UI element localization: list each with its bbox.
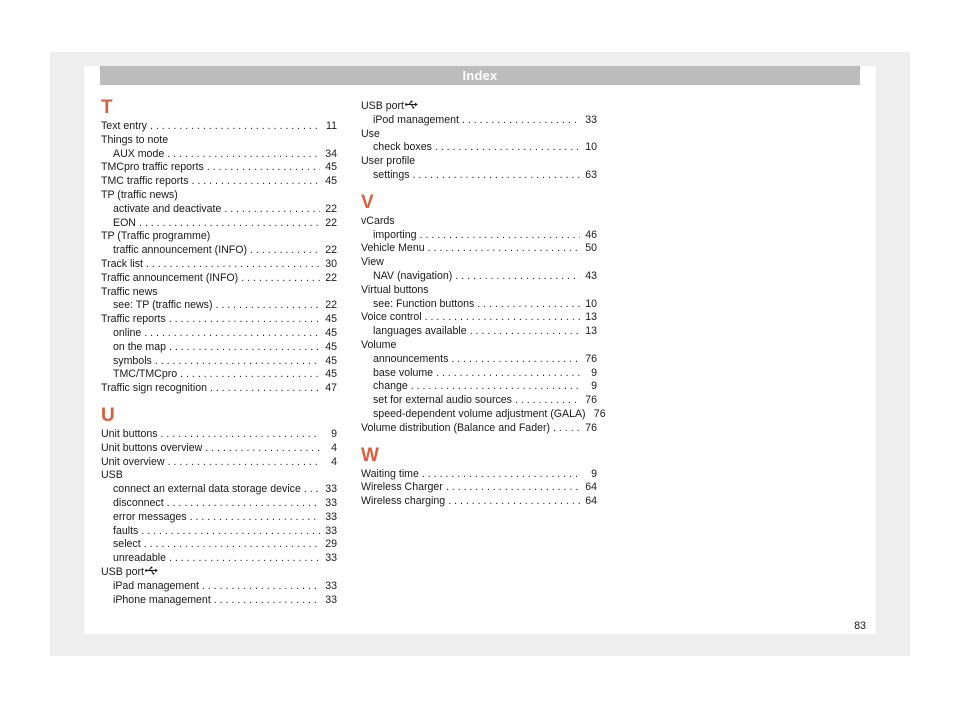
index-term: see: Function buttons <box>373 297 475 310</box>
index-page-ref: 45 <box>325 326 337 339</box>
index-subentry <box>361 114 597 128</box>
dot-leader <box>141 525 320 539</box>
index-entry <box>101 134 337 148</box>
index-subentry <box>101 525 337 539</box>
index-page-ref: 45 <box>325 340 337 353</box>
index-page-ref: 13 <box>585 311 597 324</box>
index-term: TMC traffic reports <box>101 175 189 188</box>
index-page-ref: 33 <box>325 593 337 606</box>
index-page-ref: 22 <box>325 271 337 284</box>
dot-leader <box>150 120 320 134</box>
index-page-ref: 33 <box>325 579 337 592</box>
index-page-ref: 9 <box>591 467 597 480</box>
index-subentry <box>101 355 337 369</box>
dot-leader <box>167 497 320 511</box>
index-letter-heading: U <box>101 404 115 426</box>
index-column-right <box>361 100 606 509</box>
index-term: Track list <box>101 257 143 270</box>
index-subentry <box>361 380 597 394</box>
index-term: Wireless Charger <box>361 481 443 494</box>
index-entry <box>361 242 597 256</box>
index-term: AUX mode <box>113 147 165 160</box>
dot-leader <box>428 242 580 256</box>
index-page-ref: 50 <box>585 242 597 255</box>
index-term: TP (Traffic programme) <box>101 230 211 243</box>
dot-leader <box>411 380 580 394</box>
index-page-ref: 33 <box>325 552 337 565</box>
dot-leader <box>144 327 320 341</box>
dot-leader <box>146 258 320 272</box>
index-term: activate and deactivate <box>113 202 222 215</box>
dot-leader <box>553 422 580 436</box>
dot-leader <box>436 367 580 381</box>
index-term: Traffic announcement (INFO) <box>101 271 239 284</box>
index-term: online <box>113 326 142 339</box>
index-page-ref: 46 <box>585 228 597 241</box>
index-entry <box>361 128 597 142</box>
index-entry <box>101 442 337 456</box>
index-subentry <box>101 217 337 231</box>
index-entry <box>101 175 337 189</box>
index-entry <box>101 120 337 134</box>
index-entry <box>101 272 337 286</box>
index-term: Vehicle Menu <box>361 242 425 255</box>
index-subentry <box>361 169 597 183</box>
index-term: Voice control <box>361 311 422 324</box>
index-term: faults <box>113 524 139 537</box>
index-term: languages available <box>373 325 467 338</box>
index-term: TMCpro traffic reports <box>101 161 204 174</box>
index-subentry <box>361 407 606 422</box>
index-entry <box>361 468 597 482</box>
index-subentry <box>361 394 597 408</box>
index-term: TMC/TMCpro <box>113 368 178 381</box>
index-subentry <box>101 580 337 594</box>
index-term: iPad management <box>113 579 199 592</box>
dot-leader <box>477 298 580 312</box>
index-page-ref: 45 <box>325 161 337 174</box>
index-term: speed-dependent volume adjustment (GALA) <box>373 407 586 420</box>
index-subentry <box>361 141 597 155</box>
index-term: iPhone management <box>113 593 211 606</box>
dot-leader <box>190 511 320 525</box>
index-term: EON <box>113 216 136 229</box>
index-subentry <box>101 552 337 566</box>
index-subentry <box>361 367 597 381</box>
index-term: select <box>113 538 141 551</box>
usb-icon <box>405 100 418 109</box>
index-term: importing <box>373 228 417 241</box>
index-term: Text entry <box>101 120 147 132</box>
index-subentry <box>361 229 597 243</box>
index-term: announcements <box>373 352 449 365</box>
index-page-ref: 10 <box>585 141 597 154</box>
index-term: TP (traffic news) <box>101 188 178 201</box>
index-page-ref: 76 <box>585 394 597 407</box>
index-page-ref: 30 <box>325 257 337 270</box>
index-term: error messages <box>113 510 187 523</box>
index-subentry <box>101 368 337 382</box>
dot-leader <box>304 483 320 497</box>
index-term: Use <box>361 127 380 140</box>
index-entry <box>101 566 337 580</box>
index-subentry <box>101 511 337 525</box>
index-page-ref: 9 <box>591 380 597 393</box>
index-subentry <box>101 594 337 608</box>
index-entry <box>101 428 337 442</box>
index-subentry <box>101 327 337 341</box>
index-page-ref: 4 <box>331 441 337 454</box>
index-subentry <box>101 538 337 552</box>
index-term: Unit overview <box>101 455 165 468</box>
index-page-ref: 45 <box>325 368 337 381</box>
index-page-ref: 22 <box>325 244 337 257</box>
dot-leader <box>161 428 320 442</box>
index-page-ref: 45 <box>325 175 337 188</box>
index-term: disconnect <box>113 496 164 509</box>
index-page-ref: 47 <box>325 382 337 395</box>
index-page-ref: 64 <box>585 495 597 508</box>
index-page-ref: 22 <box>325 216 337 229</box>
index-entry <box>101 161 337 175</box>
index-subentry <box>361 325 597 339</box>
dot-leader <box>169 552 320 566</box>
index-page-ref: 11 <box>326 120 337 132</box>
index-subentry <box>361 298 597 312</box>
dot-leader <box>420 229 580 243</box>
index-page-ref: 34 <box>325 147 337 160</box>
dot-leader <box>169 313 320 327</box>
index-page-ref: 33 <box>325 510 337 523</box>
dot-leader <box>422 468 580 482</box>
index-page-ref: 33 <box>325 483 337 496</box>
index-subentry <box>101 299 337 313</box>
index-entry <box>101 189 337 203</box>
index-term: Wireless charging <box>361 495 446 508</box>
index-entry <box>361 422 597 436</box>
index-term: NAV (navigation) <box>373 269 453 282</box>
index-term: USB port <box>101 565 144 578</box>
index-entry <box>101 313 337 327</box>
index-entry <box>101 456 337 470</box>
index-entry <box>361 481 597 495</box>
index-page-ref: 22 <box>325 202 337 215</box>
index-term: settings <box>373 168 410 181</box>
dot-leader <box>216 299 320 313</box>
index-term: USB port <box>361 100 404 112</box>
index-page-ref: 33 <box>585 113 597 126</box>
index-entry <box>361 311 597 325</box>
index-letter-heading: T <box>101 97 113 118</box>
index-term: change <box>373 380 408 393</box>
index-term: connect an external data storage device <box>113 483 301 496</box>
index-term: see: TP (traffic news) <box>113 299 213 312</box>
dot-leader <box>435 141 580 155</box>
index-page-ref: 4 <box>331 455 337 468</box>
index-term: Unit buttons <box>101 427 158 440</box>
page-title: Index <box>462 68 498 83</box>
index-entry <box>101 469 337 483</box>
index-term: Volume distribution (Balance and Fader) <box>361 421 551 434</box>
index-subentry <box>101 341 337 355</box>
index-letter-heading: V <box>361 191 374 213</box>
index-term: Traffic sign recognition <box>101 382 207 395</box>
index-term: set for external audio sources <box>373 394 512 407</box>
index-page-ref: 43 <box>585 269 597 282</box>
dot-leader <box>224 203 320 217</box>
dot-leader <box>139 217 320 231</box>
index-subentry <box>101 244 337 258</box>
index-subentry <box>101 497 337 511</box>
dot-leader <box>202 580 320 594</box>
dot-leader <box>425 311 580 325</box>
index-term: Unit buttons overview <box>101 441 203 454</box>
dot-leader <box>180 368 320 382</box>
usb-icon <box>145 566 158 575</box>
index-entry <box>101 230 337 244</box>
index-page-ref: 76 <box>585 352 597 365</box>
index-term: check boxes <box>373 141 432 154</box>
dot-leader <box>168 456 320 470</box>
index-column-left <box>101 98 337 607</box>
index-page-ref: 9 <box>591 366 597 379</box>
index-page-ref: 76 <box>585 421 597 434</box>
index-entry <box>101 286 337 300</box>
index-subentry <box>361 270 597 284</box>
index-entry <box>361 256 597 270</box>
dot-leader <box>446 481 580 495</box>
dot-leader <box>192 175 320 189</box>
dot-leader <box>214 594 320 608</box>
dot-leader <box>241 272 320 286</box>
index-term: Traffic reports <box>101 313 166 326</box>
dot-leader <box>167 148 320 162</box>
dot-leader <box>169 341 320 355</box>
dot-leader <box>205 442 320 456</box>
dot-leader <box>448 495 580 509</box>
index-page-ref: 22 <box>325 299 337 312</box>
index-page-ref: 45 <box>325 354 337 367</box>
dot-leader <box>470 325 580 339</box>
index-term: USB <box>101 469 123 482</box>
index-term: Volume <box>361 338 397 351</box>
index-page-ref: 45 <box>325 313 337 326</box>
index-page-ref: 63 <box>585 168 597 181</box>
dot-leader <box>451 353 580 367</box>
index-term: on the map <box>113 340 167 353</box>
index-term: traffic announcement (INFO) <box>113 244 248 257</box>
dot-leader <box>462 114 580 128</box>
index-subentry <box>101 148 337 162</box>
index-term: base volume <box>373 366 434 379</box>
dot-leader <box>455 270 580 284</box>
dot-leader <box>207 161 320 175</box>
index-entry <box>361 215 597 229</box>
index-page-ref: 64 <box>585 481 597 494</box>
dot-leader <box>144 538 320 552</box>
index-entry <box>101 258 337 272</box>
index-entry <box>361 284 597 298</box>
index-term: Virtual buttons <box>361 283 429 296</box>
index-term: vCards <box>361 214 395 227</box>
index-subentry <box>101 483 337 497</box>
page-number: 83 <box>854 620 866 632</box>
index-page-ref: 33 <box>325 496 337 509</box>
index-term: symbols <box>113 354 152 367</box>
dot-leader <box>210 382 320 396</box>
index-page-ref: 10 <box>585 297 597 310</box>
dot-leader <box>250 244 320 258</box>
index-letter-heading: W <box>361 444 379 466</box>
index-entry <box>361 155 597 169</box>
index-entry <box>101 382 337 396</box>
index-term: Traffic news <box>101 285 158 298</box>
index-page-ref: 29 <box>325 538 337 551</box>
index-subentry <box>361 353 597 367</box>
index-term: Things to note <box>101 133 169 146</box>
index-entry <box>361 100 597 114</box>
index-entry <box>361 339 597 353</box>
index-page-ref: 13 <box>585 325 597 338</box>
index-term: unreadable <box>113 552 167 565</box>
index-term: View <box>361 256 384 269</box>
dot-leader <box>413 169 580 183</box>
index-term: User profile <box>361 155 416 168</box>
index-page-ref: 33 <box>325 524 337 537</box>
dot-leader <box>155 355 320 369</box>
dot-leader <box>515 394 580 408</box>
index-term: iPod management <box>373 113 459 126</box>
index-term: Waiting time <box>361 467 419 480</box>
index-subentry <box>101 203 337 217</box>
index-entry <box>361 495 597 509</box>
index-page-ref: 9 <box>331 427 337 440</box>
index-page-ref: 76 <box>593 407 606 420</box>
